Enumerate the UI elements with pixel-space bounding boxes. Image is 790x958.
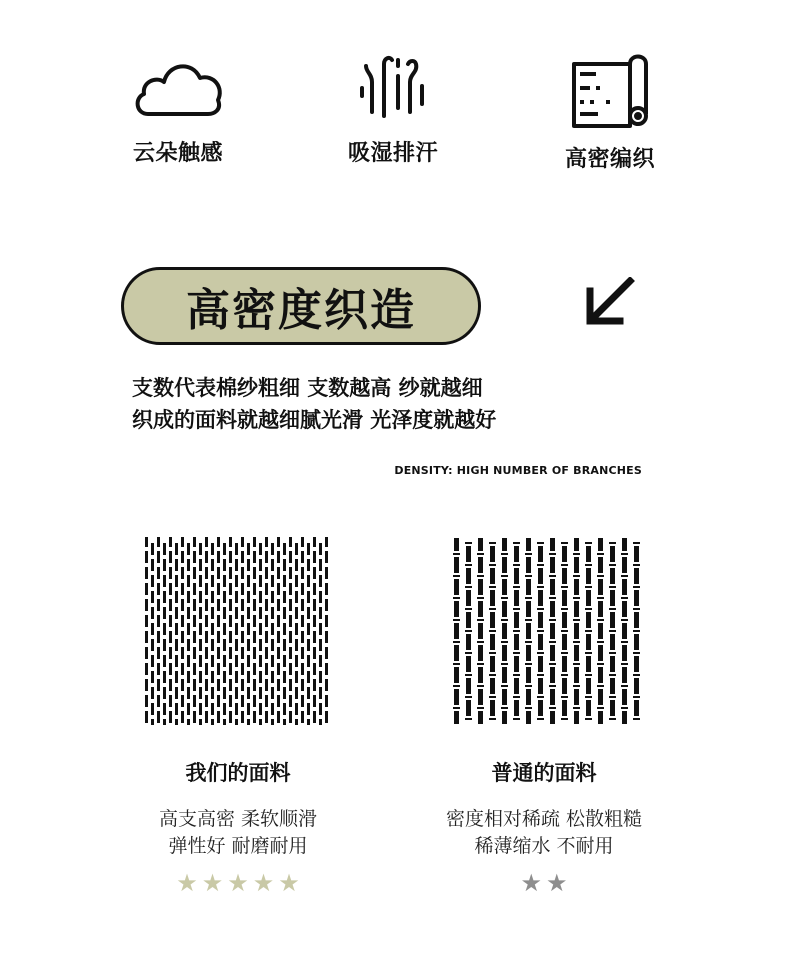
moisture-wicking-icon [358,52,428,122]
our-fabric-description [98,806,378,860]
description-line: 弹性好 耐磨耐用 [168,835,308,857]
description-line: 稀薄缩水 不耐用 [474,835,614,857]
feature-label: 云朵触感 [132,141,223,166]
arrow-down-left-icon [584,277,638,327]
description-line: 支数代表棉纱粗细 支数越高 纱就越细 [132,376,483,400]
star-icon: ★ [546,869,568,897]
star-icon: ★ [201,869,224,897]
normal-fabric-rating [404,870,684,896]
dense-weave-pattern [143,535,333,727]
feature-moisture-wicking [293,52,493,167]
loose-weave-pattern [451,535,643,727]
cloud-icon [130,52,226,122]
normal-fabric-title: 普通的面料 [491,761,597,785]
description-line: 高支高密 柔软顺滑 [158,808,318,830]
star-icon: ★ [520,869,542,897]
star-icon: ★ [278,869,300,897]
feature-high-density-weave [510,52,710,173]
our-fabric-title: 我们的面料 [185,761,291,785]
feature-label: 高密编织 [564,147,655,172]
feature-label: 吸湿排汗 [347,141,438,166]
description-line: 密度相对稀疏 松散粗糙 [445,808,643,830]
fabric-roll-icon [570,52,650,128]
normal-fabric-description [404,806,684,860]
star-icon: ★ [176,869,198,897]
section-title: 高密度织造 [186,285,416,336]
normal-fabric-column [404,758,684,896]
star-icon: ★ [227,869,249,897]
our-fabric-column [98,758,378,896]
english-subtitle: DENSITY: HIGH NUMBER OF BRANCHES [394,464,642,477]
section-title-pill [121,267,481,345]
description-line: 织成的面料就越细腻光滑 光泽度就越好 [132,408,497,432]
feature-cloud-touch [78,52,278,167]
section-description [132,372,692,436]
star-icon: ★ [252,869,275,897]
our-fabric-rating [98,870,378,896]
